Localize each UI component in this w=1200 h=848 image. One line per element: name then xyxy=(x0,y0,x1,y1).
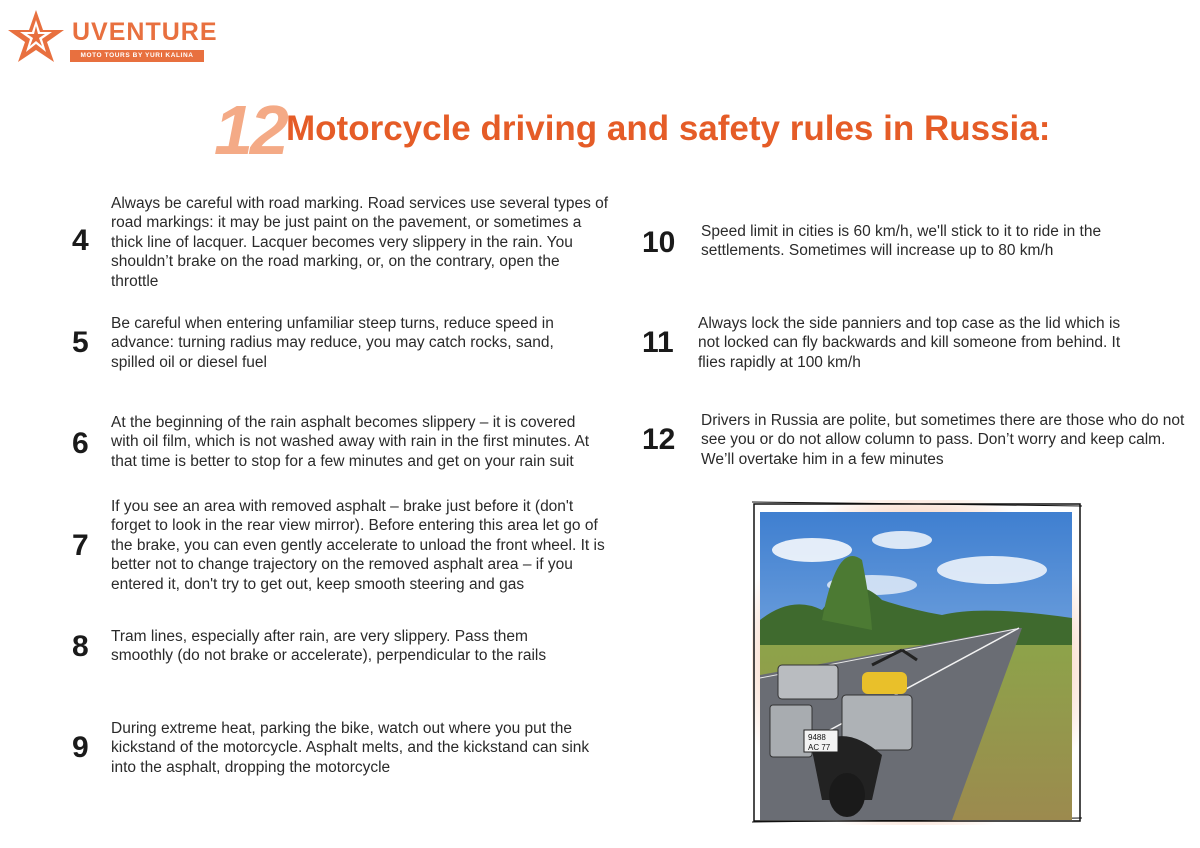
rule-item-11 xyxy=(642,314,1192,374)
title-number: 12 xyxy=(214,91,286,169)
rule-text: If you see an area with removed asphalt – brake just before it (don't forget to look in the rear view mirror). Before entering this area let go of the brake, you can even gently accelerate to unload the front wheel. It is better not to change trajectory on the removed asphalt area – if you entered it, don't try to get out, keep smooth steering and gas xyxy=(111,498,605,593)
star-icon xyxy=(6,8,70,68)
license-plate-line2: AC 77 xyxy=(808,743,831,752)
rule-item-6 xyxy=(72,413,612,473)
rule-number: 6 xyxy=(72,427,89,460)
rule-number: 9 xyxy=(72,731,89,764)
rule-text: Speed limit in cities is 60 km/h, we'll stick to it to ride in the settlements. Sometimes will increase up to 80 km/h xyxy=(701,223,1102,260)
rule-number: 12 xyxy=(642,423,676,456)
rule-text: At the beginning of the rain asphalt becomes slippery – it is covered with oil film, which is not washed away with rain in the first minutes. At that time is better to stop for a few minutes and get on your rain suit xyxy=(111,414,590,470)
rule-number: 7 xyxy=(72,529,89,562)
page-title xyxy=(214,90,1194,170)
rule-text: Drivers in Russia are polite, but sometimes there are those who do not see you or do not allow column to pass. Don’t worry and keep calm. We’ll overtake him in a few minutes xyxy=(701,412,1185,468)
rule-text: Be careful when entering unfamiliar steep turns, reduce speed in advance: turning radius may reduce, you may catch rocks, sand, spilled oil or diesel fuel xyxy=(111,315,554,371)
rule-item-5 xyxy=(72,314,612,374)
rule-item-7 xyxy=(72,497,612,597)
title-text: Motorcycle driving and safety rules in Russia: xyxy=(286,109,1051,148)
rule-text: Tram lines, especially after rain, are very slippery. Pass them smoothly (do not brake or accelerate), perpendicular to the rails xyxy=(111,628,547,665)
rule-text: During extreme heat, parking the bike, watch out where you put the kickstand of the motorcycle. Asphalt melts, and the kickstand can sink into the asphalt, dropping the motorcycle xyxy=(111,720,590,776)
rule-text: Always be careful with road marking. Road services use several types of road markings: it may be just paint on the pavement, or sometimes a thick line of lacquer. Lacquer becomes very slippery in the rain. You shouldn’t brake on the road marking, or, on the contrary, open the throttle xyxy=(111,195,609,290)
rule-number: 8 xyxy=(72,630,89,663)
road-photo xyxy=(752,500,1082,825)
rule-text: Always lock the side panniers and top case as the lid which is not locked can fly backwards and kill someone from behind. It flies rapidly at 100 km/h xyxy=(698,315,1121,371)
rule-number: 4 xyxy=(72,224,89,257)
rule-number: 11 xyxy=(642,326,674,359)
brand-logo xyxy=(6,8,218,68)
rule-item-12 xyxy=(642,411,1192,471)
rule-item-4 xyxy=(72,194,612,294)
license-plate-line1: 9488 xyxy=(808,733,826,742)
rule-item-9 xyxy=(72,719,612,779)
rule-item-8 xyxy=(72,627,612,667)
rule-item-10 xyxy=(642,222,1192,262)
brand-tagline: MOTO TOURS BY YURI KALINA xyxy=(70,50,204,62)
rule-number: 5 xyxy=(72,326,89,359)
brand-name: UVENTURE xyxy=(72,18,218,46)
rule-number: 10 xyxy=(642,226,676,259)
